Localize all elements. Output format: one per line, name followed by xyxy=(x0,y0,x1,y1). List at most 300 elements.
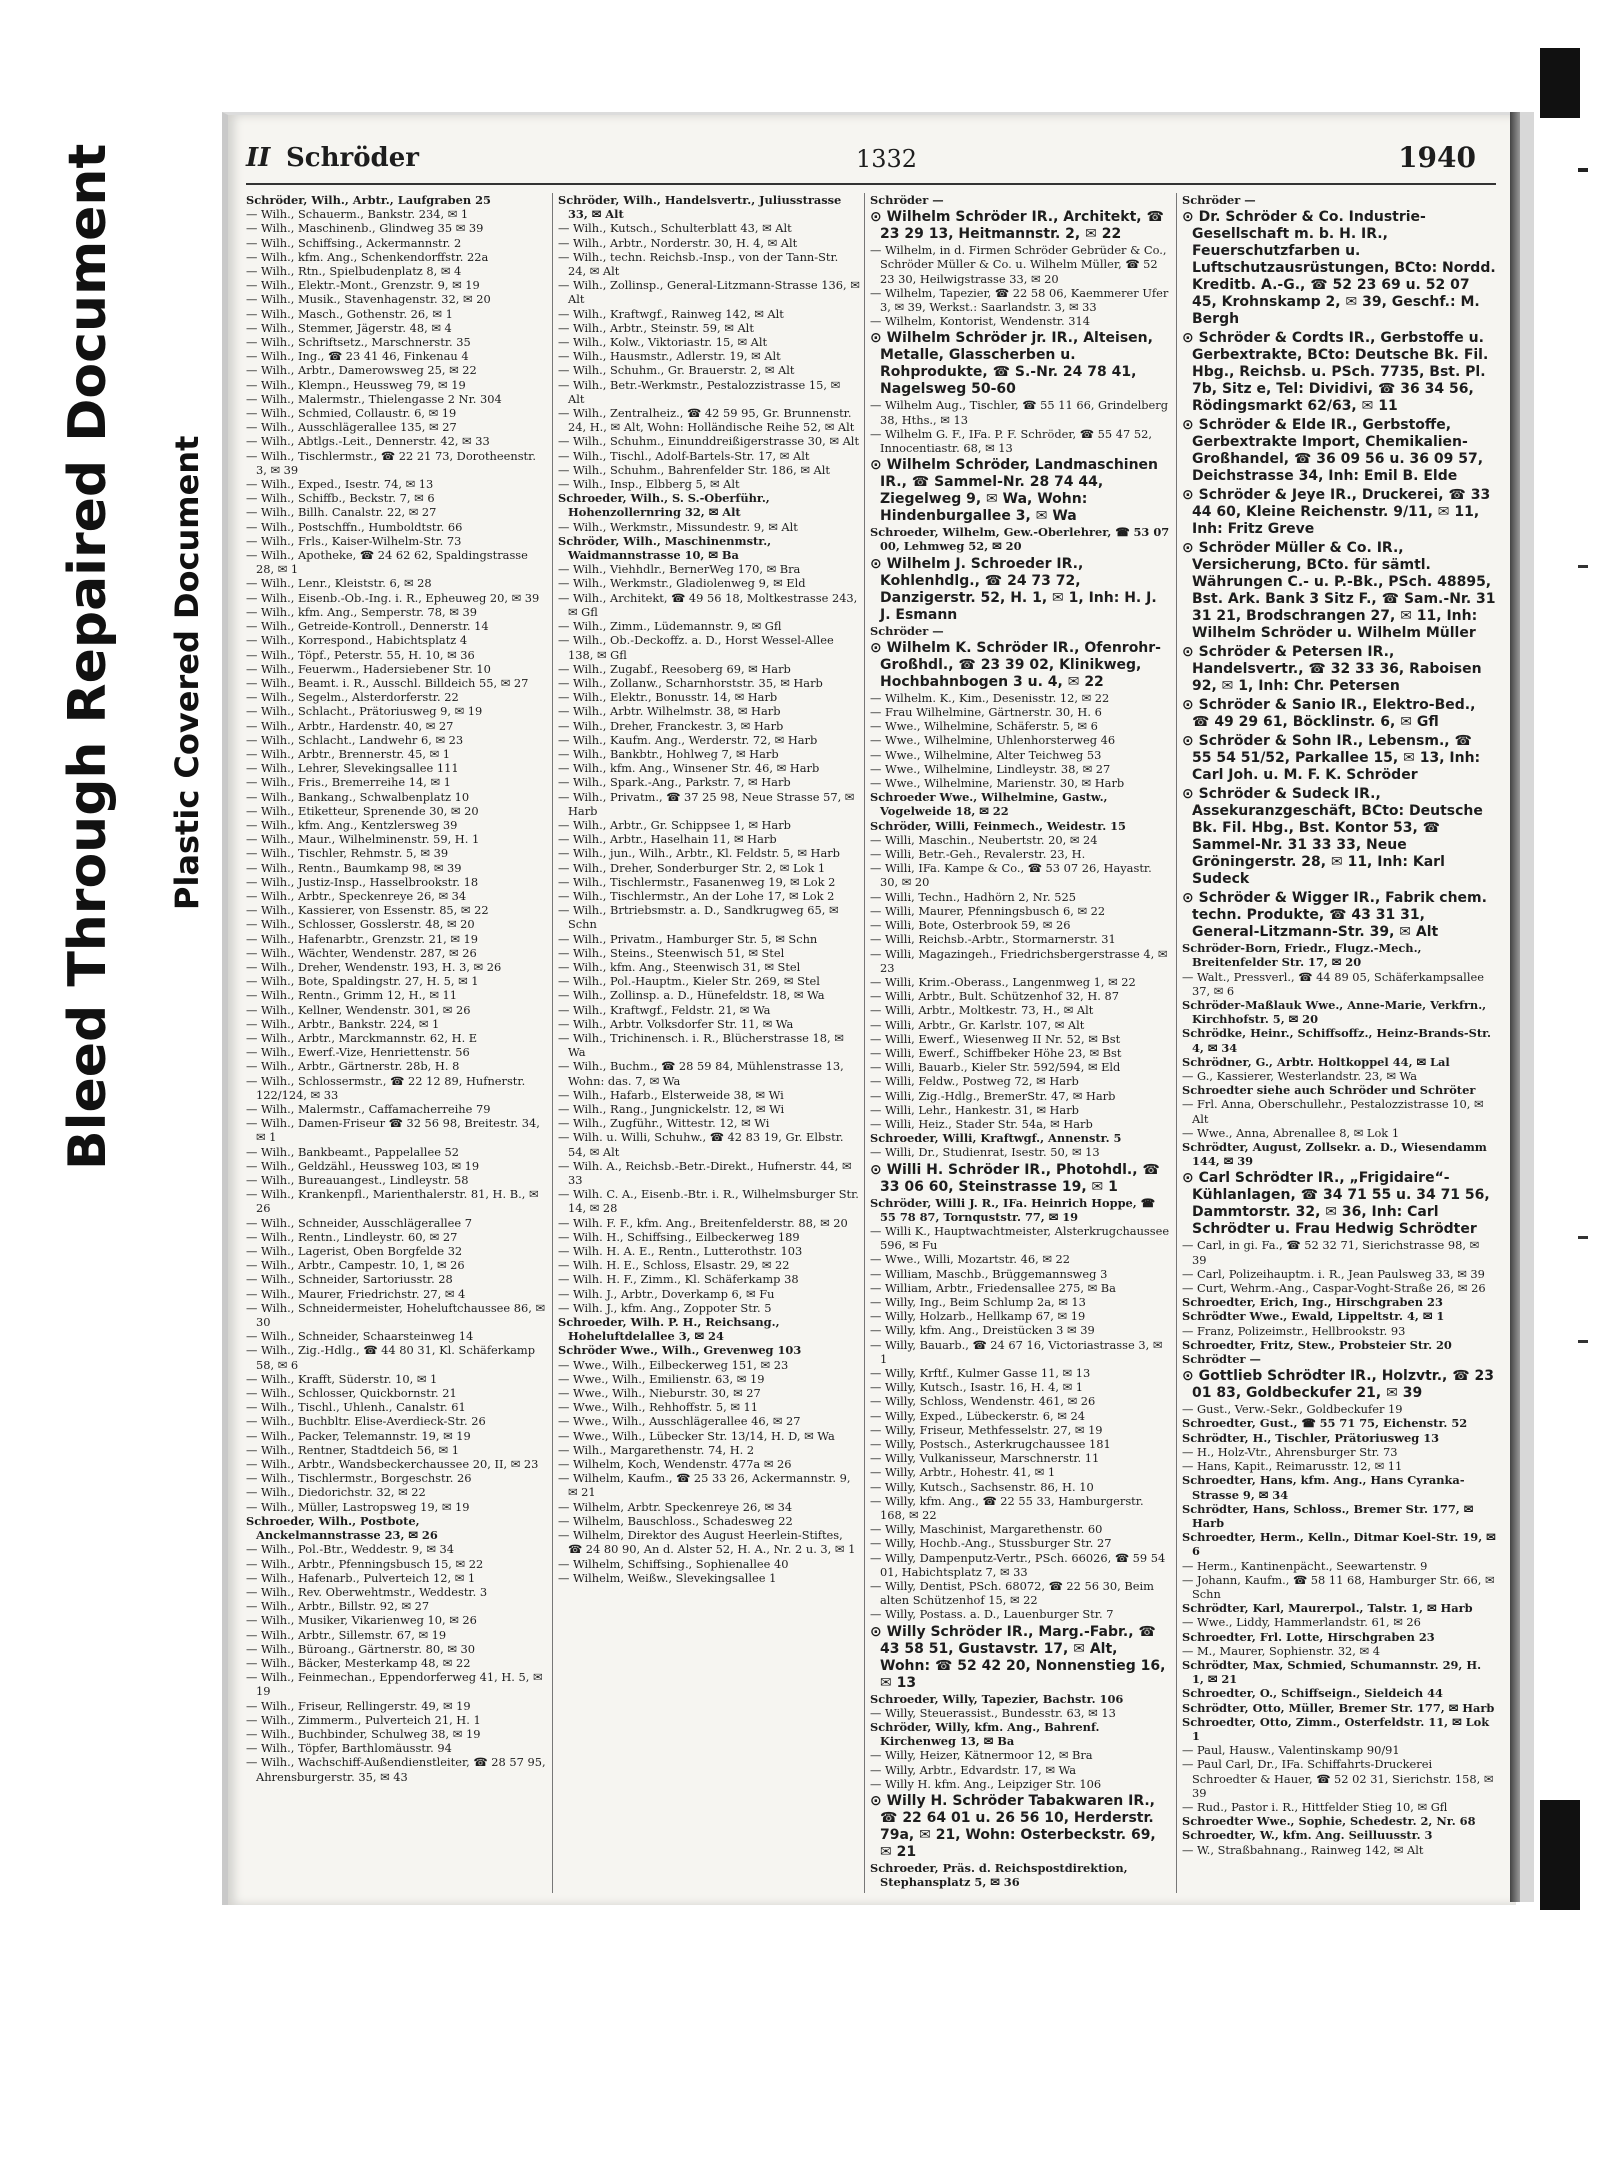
directory-entry: — Willy, Maschinist, Margarethenstr. 60 xyxy=(870,1522,1103,1537)
directory-entry: — Willy, Steuerassist., Bundesstr. 63, ✉ 13 xyxy=(870,1705,1116,1720)
directory-entry: — Wilh., Packer, Telemannstr. 19, ✉ 19 xyxy=(246,1428,471,1443)
directory-entry: — Wwe., Anna, Abrenallee 8, ✉ Lok 1 xyxy=(1182,1125,1400,1140)
directory-entry: — Wilh., Dreher, Sonderburger Str. 2, ✉ Lok 1 xyxy=(558,860,826,875)
directory-entry: — Willi, Ewerf., Wiesenweg II Nr. 52, ✉ Bst xyxy=(870,1031,1121,1046)
directory-entry: — Wilh., Postschffn., Humboldtstr. 66 xyxy=(246,519,463,534)
directory-entry: — Wilh., Krankenpfl., Marienthalerstr. 81, H. B., ✉ 26 xyxy=(246,1187,539,1216)
directory-entry: — Wilh., Zugführ., Wittestr. 12, ✉ Wi xyxy=(558,1116,770,1131)
directory-entry: — Carl, in gi. Fa., ☎ 52 32 71, Sierichstrasse 98, ✉ 39 xyxy=(1182,1238,1480,1267)
directory-entry: — Wilh., kfm. Ang., Winsener Str. 46, ✉ Harb xyxy=(558,761,820,776)
directory-entry: — Wilh. H. F., Zimm., Kl. Schäferkamp 38 xyxy=(558,1272,799,1287)
directory-entry: — Willy, Exped., Lübeckerstr. 6, ✉ 24 xyxy=(870,1408,1085,1423)
directory-entry: Schroedter, Erich, Ing., Hirschgraben 23 xyxy=(1182,1295,1443,1310)
column-1 xyxy=(246,193,548,1893)
directory-entry: — Wilh., Etiketteur, Sprenende 30, ✉ 20 xyxy=(246,803,479,818)
margin-mark xyxy=(1578,565,1588,568)
directory-entry: — Wilh., Schriftsetz., Marschnerstr. 35 xyxy=(246,335,471,350)
directory-entry: — Wilh., kfm. Ang., Semperstr. 78, ✉ 39 xyxy=(246,604,477,619)
directory-entry: — William, Maschb., Brüggemannsweg 3 xyxy=(870,1266,1108,1281)
directory-entry: — Wilh., Schuhm., Bahrenfelder Str. 186, ✉ Alt xyxy=(558,462,830,477)
column-divider xyxy=(1176,193,1177,1893)
directory-entry: — Wilh., Privatm., Hamburger Str. 5, ✉ Schn xyxy=(558,931,818,946)
directory-entry: — Wilh., Bankang., Schwalbenplatz 10 xyxy=(246,789,470,804)
directory-entry: — Wilh., Friseur, Rellingerstr. 49, ✉ 19 xyxy=(246,1698,471,1713)
directory-entry: — Willi, Ewerf., Schiffbeker Höhe 23, ✉ Bst xyxy=(870,1045,1122,1060)
directory-entry: ⊙ Schröder & Jeye IR., Druckerei, ☎ 33 44 60, Kleine Reichenstr. 9/11, ✉ 11, Inh: Fritz Greve xyxy=(1182,487,1491,538)
directory-entry: — Wilh., Schiffsing., Ackermannstr. 2 xyxy=(246,235,462,250)
directory-entry: ⊙ Schröder & Sanio IR., Elektro-Bed., ☎ 49 29 61, Böcklinstr. 6, ✉ Gfl xyxy=(1182,697,1476,731)
directory-entry: — Wilh. J., Arbtr., Doverkamp 6, ✉ Fu xyxy=(558,1286,775,1301)
directory-entry: — Willi, Reichsb.-Arbtr., Stormarnerstr. 31 xyxy=(870,932,1116,947)
directory-entry: — Wwe., Wilh., Lübecker Str. 13/14, H. D, ✉ Wa xyxy=(558,1428,835,1443)
directory-entry: — Wilh., kfm. Ang., Schenkendorffstr. 22a xyxy=(246,249,489,264)
directory-entry: — Willi, Bote, Osterbrook 59, ✉ 26 xyxy=(870,918,1071,933)
directory-entry: — Wilh., Beamt. i. R., Ausschl. Billdeich 55, ✉ 27 xyxy=(246,675,529,690)
directory-entry: — Wilh., Schneider, Sartoriusstr. 28 xyxy=(246,1272,453,1287)
directory-entry: — Wilh., Krafft, Süderstr. 10, ✉ 1 xyxy=(246,1371,438,1386)
directory-entry: — Wilh., Kraftwgf., Rainweg 142, ✉ Alt xyxy=(558,306,784,321)
directory-entry: — Wilh., Frls., Kaiser-Wilhelm-Str. 73 xyxy=(246,533,462,548)
directory-entry: — Wilh., Arbtr., Steinstr. 59, ✉ Alt xyxy=(558,320,754,335)
directory-entry: — Wilh., Schuhm., Gr. Brauerstr. 2, ✉ Alt xyxy=(558,363,795,378)
directory-entry: — Wilh., Bäcker, Mesterkamp 48, ✉ 22 xyxy=(246,1655,471,1670)
directory-entry: — Willy, kfm. Ang., Dreistücken 3 ✉ 39 xyxy=(870,1323,1095,1338)
directory-page xyxy=(222,112,1516,1905)
directory-entry: Schroedter, W., kfm. Ang. Seilluusstr. 3 xyxy=(1182,1828,1433,1843)
directory-entry: ⊙ Schröder & Cordts IR., Gerbstoffe u. Gerbextrakte, BCto: Deutsche Bk. Fil. Hbg., Reichsb. u. PSch. 7735, Bst. Pl. 7b, Sitz e, Tel: Dividivi, ☎ 36 34 56, Rödingsmarkt 62/63, ✉ 11 xyxy=(1182,330,1489,415)
directory-entry: Schröder, Willi, Feinmech., Weidestr. 15 xyxy=(870,818,1126,833)
directory-entry: — Wilh., Zollinsp., General-Litzmann-Strasse 136, ✉ Alt xyxy=(558,278,860,307)
directory-entry: — Wilh., Arbtr., Norderstr. 30, H. 4, ✉ Alt xyxy=(558,235,798,250)
directory-entry: — Wilhelm. K., Kim., Desenisstr. 12, ✉ 22 xyxy=(870,690,1110,705)
directory-entry: — Wilh., Schlacht., Landwehr 6, ✉ 23 xyxy=(246,732,464,747)
directory-entry: — Wilh., techn. Reichsb.-Insp., von der Tann-Str. 24, ✉ Alt xyxy=(558,249,839,279)
directory-entry: — Wilh., Tischl., Uhlenh., Canalstr. 61 xyxy=(246,1400,466,1415)
directory-entry: — Wilh., Kaufm. Ang., Werderstr. 72, ✉ Harb xyxy=(558,732,818,747)
directory-entry: — Willy, kfm. Ang., ☎ 22 55 33, Hamburgerstr. 168, ✉ 22 xyxy=(870,1493,1144,1523)
directory-entry: — Wilh., Zimmerm., Pulverteich 21, H. 1 xyxy=(246,1712,481,1727)
directory-entry: — Wilh., Bote, Spaldingstr. 27, H. 5, ✉ 1 xyxy=(246,974,479,989)
directory-entry: — Willi, Dr., Studienrat, Isestr. 50, ✉ 13 xyxy=(870,1145,1100,1160)
page-edge-shadow xyxy=(1510,112,1520,1902)
directory-entry: Schroeder, Willy, Tapezier, Bachstr. 106 xyxy=(870,1691,1124,1706)
directory-entry: — Wilhelm G. F., IFa. P. F. Schröder, ☎ 55 47 52, Innocentiastr. 68, ✉ 13 xyxy=(870,426,1152,456)
directory-entry: — Wilh., Rtn., Spielbudenplatz 8, ✉ 4 xyxy=(246,264,462,279)
directory-entry: Schroeder, Präs. d. Reichspostdirektion, Stephansplatz 5, ✉ 36 xyxy=(870,1861,1128,1890)
directory-entry: — Wilh., Pol.-Btr., Weddestr. 9, ✉ 34 xyxy=(246,1542,455,1557)
directory-entry: Schroeder, Willi, Kraftwgf., Annenstr. 5 xyxy=(870,1131,1122,1146)
directory-entry: ⊙ Wilhelm Schröder, Landmaschinen IR., ☎ Sammel-Nr. 28 74 44, Ziegelweg 9, ✉ Wa, Wohn: Hindenburgallee 3, ✉ Wa xyxy=(870,457,1159,525)
directory-entry: — Willi, Betr.-Geh., Revalerstr. 23, H. xyxy=(870,847,1086,862)
directory-entry: — Willi, Heiz., Stader Str. 54a, ✉ Harb xyxy=(870,1116,1093,1131)
directory-entry: — Wilh., Klempn., Heussweg 79, ✉ 19 xyxy=(246,377,466,392)
directory-entry: — Willi, Arbtr., Gr. Karlstr. 107, ✉ Alt xyxy=(870,1017,1085,1032)
directory-entry: — Wilh., Arbtr., Billstr. 92, ✉ 27 xyxy=(246,1599,430,1614)
annotation-bleed-through: Bleed Through xyxy=(58,741,118,1170)
directory-entry: — Willy, Postsch., Asterkrugchaussee 181 xyxy=(870,1437,1111,1451)
directory-entry: — Wilh. F. F., kfm. Ang., Breitenfelderstr. 88, ✉ 20 xyxy=(558,1215,848,1230)
directory-entry: — Wilh., Tischl., Adolf-Bartels-Str. 17, ✉ Alt xyxy=(558,448,810,463)
directory-entry: — Wilh., Arbtr., Campestr. 10, 1, ✉ 26 xyxy=(246,1258,465,1273)
directory-entry: — Wilh., Arbtr., Wandsbeckerchaussee 20, II, ✉ 23 xyxy=(246,1457,539,1472)
directory-entry: — Wwe., Wilh., Rehhoffstr. 5, ✉ 11 xyxy=(558,1400,759,1415)
directory-entry: — Wilh., Fris., Bremerreihe 14, ✉ 1 xyxy=(246,775,451,790)
directory-entry: — Wilh., Hausmstr., Adlerstr. 19, ✉ Alt xyxy=(558,349,781,364)
page-header xyxy=(246,139,1496,179)
directory-entry: — Wwe., Liddy, Hammerlandstr. 61, ✉ 26 xyxy=(1182,1615,1421,1630)
directory-entry: — Wilh., Stemmer, Jägerstr. 48, ✉ 4 xyxy=(246,320,452,335)
directory-entry: Schröder — xyxy=(870,193,944,207)
directory-entry: ⊙ Gottlieb Schrödter IR., Holzvtr., ☎ 23 01 83, Goldbeckufer 21, ✉ 39 xyxy=(1182,1368,1495,1402)
directory-entry: — Wilh., Schlossermstr., ☎ 22 12 89, Hufnerstr. 122/124, ✉ 33 xyxy=(246,1073,526,1102)
directory-entry: — Wilh., Arbtr., Gärtnerstr. 28b, H. 8 xyxy=(246,1059,460,1074)
annotation-line-1 xyxy=(58,144,118,1170)
directory-entry: — Wilh., Dreher, Franckestr. 3, ✉ Harb xyxy=(558,718,784,733)
annotation-line-2: Plastic Covered Document xyxy=(168,435,206,910)
directory-entry: — Wilh., Zig.-Hdlg., ☎ 44 80 31, Kl. Schäferkamp 58, ✉ 6 xyxy=(246,1343,536,1372)
directory-entry: — Willy, Bauarb., ☎ 24 67 16, Victoriastrasse 3, ✉ 1 xyxy=(870,1337,1163,1366)
directory-entry: — Wilh., Schlosser, Gosslerstr. 48, ✉ 20 xyxy=(246,917,475,932)
directory-entry: — Wilh., Steins., Steenwisch 51, ✉ Stel xyxy=(558,945,785,960)
directory-entry: — Wilh. J., kfm. Ang., Zoppoter Str. 5 xyxy=(558,1300,772,1315)
directory-entry: — Wilhelm, Koch, Wendenstr. 477a ✉ 26 xyxy=(558,1457,792,1472)
column-4 xyxy=(1182,193,1496,1893)
directory-entry: — Wilh., Ob.-Deckoffz. a. D., Horst Wessel-Allee 138, ✉ Gfl xyxy=(558,633,834,662)
directory-entry: — Wilhelm, Bauschloss., Schadesweg 22 xyxy=(558,1513,793,1528)
directory-entry: Schröder Wwe., Wilh., Grevenweg 103 xyxy=(558,1343,802,1358)
directory-entry: Schrödter, Hans, Schloss., Bremer Str. 177, ✉ Harb xyxy=(1182,1501,1474,1530)
directory-entry: — Wilh., Schuhm., Einunddreißigerstrasse 30, ✉ Alt xyxy=(558,434,860,449)
directory-entry: — Wilh. C. A., Eisenb.-Btr. i. R., Wilhelmsburger Str. 14, ✉ 28 xyxy=(558,1187,859,1216)
directory-entry: — Wilh., Rentn., Grimm 12, H., ✉ 11 xyxy=(246,988,458,1003)
directory-entry: — Rud., Pastor i. R., Hittfelder Stieg 10, ✉ Gfl xyxy=(1182,1799,1448,1814)
directory-entry: — Wilh., Arbtr., Speckenreye 26, ✉ 34 xyxy=(246,888,467,903)
directory-entry: — Wilh., Geldzähl., Heussweg 103, ✉ 19 xyxy=(246,1158,480,1173)
directory-entry: ⊙ Schröder & Sudeck IR., Assekuranzgeschäft, BCto: Deutsche Bk. Fil. Hbg., Bst. Kontor 53, ☎ Sammel-Nr. 31 33 33, Neue Gröningerstr. 28, ✉ 11, Inh: Karl Sudeck xyxy=(1182,786,1483,888)
directory-entry: — Wilh., Bankbeamt., Pappelallee 52 xyxy=(246,1144,460,1159)
directory-entry: — Herm., Kantinenpächt., Seewartenstr. 9 xyxy=(1182,1558,1428,1573)
directory-entry: — Wilh., Abtlgs.-Leit., Dennerstr. 42, ✉ 33 xyxy=(246,434,490,449)
directory-entry: — Wilh., Hafenarbtr., Grenzstr. 21, ✉ 19 xyxy=(246,931,479,946)
directory-entry: — Wilh., Rentn., Lindleystr. 60, ✉ 27 xyxy=(246,1229,458,1244)
directory-entry: — Wilh., Wachschiff-Außendienstleiter, ☎ 28 57 95, Ahrensburgerstr. 35, ✉ 43 xyxy=(246,1755,546,1784)
directory-entry: ⊙ Wilhelm K. Schröder IR., Ofenrohr-Großhdl., ☎ 23 39 02, Klinikweg, Hochbahnbogen 3 u. 4, ✉ 22 xyxy=(870,639,1161,690)
directory-entry: Schroedter Wwe., Sophie, Schedestr. 2, Nr. 68 xyxy=(1182,1814,1476,1829)
scan-annotation xyxy=(58,143,218,1170)
directory-entry: Schrödter — xyxy=(1182,1352,1261,1367)
directory-entry: — Wilh. H. A. E., Rentn., Lutterothstr. 103 xyxy=(558,1244,803,1259)
binding-strip xyxy=(1520,112,1534,1902)
directory-entry: — Willy, Vulkanisseur, Marschnerstr. 11 xyxy=(870,1451,1100,1466)
directory-entry: — Wilh., Schlacht., Prätoriusweg 9, ✉ 19 xyxy=(246,704,483,719)
directory-entry: — Wilh., Rang., Jungnickelstr. 12, ✉ Wi xyxy=(558,1102,785,1116)
directory-entry: — Wilh. A., Reichsb.-Betr.-Direkt., Hufnerstr. 44, ✉ 33 xyxy=(558,1158,852,1188)
directory-entry: — Curt, Wehrm.-Ang., Caspar-Voght-Straße 26, ✉ 26 xyxy=(1182,1281,1486,1296)
directory-entry: — Wilh., Maur., Wilhelminenstr. 59, H. 1 xyxy=(246,832,480,847)
directory-entry: — Wilh., Zentralheiz., ☎ 42 59 95, Gr. Brunnenstr. 24, H., ✉ Alt, Wohn: Holländische Reihe 52, ✉ Alt xyxy=(558,406,855,435)
directory-entry: — Wilhelm, Arbtr. Speckenreye 26, ✉ 34 xyxy=(558,1499,793,1514)
directory-entry: ⊙ Schröder & Sohn IR., Lebensm., ☎ 55 54 51/52, Parkallee 15, ✉ 13, Inh: Carl Joh. u. M. F. K. Schröder xyxy=(1182,733,1481,784)
directory-entry: — Wilh., Arbtr., Hardenstr. 40, ✉ 27 xyxy=(246,718,454,733)
directory-entry: — Willy, Krftf., Kulmer Gasse 11, ✉ 13 xyxy=(870,1365,1091,1380)
directory-entry: — Wilh., Arbtr., Pfenningsbusch 15, ✉ 22 xyxy=(246,1556,484,1571)
directory-entry: — Willi, Techn., Hadhörn 2, Nr. 525 xyxy=(870,889,1076,904)
directory-entry: — Wilh., Arbtr., Haselhain 11, ✉ Harb xyxy=(558,832,777,847)
directory-entry: — Willy, Kutsch., Isastr. 16, H. 4, ✉ 1 xyxy=(870,1380,1084,1395)
directory-entry: ⊙ Schröder & Wigger IR., Fabrik chem. techn. Produkte, ☎ 43 31 31, General-Litzmann-Str. 39, ✉ Alt xyxy=(1182,890,1487,941)
directory-entry: — Wilh., Exped., Isestr. 74, ✉ 13 xyxy=(246,477,434,492)
directory-entry: — Wilh., Werkmstr., Gladiolenweg 9, ✉ Eld xyxy=(558,576,806,591)
margin-mark xyxy=(1578,1340,1588,1343)
directory-entry: — Wilh., Müller, Lastropsweg 19, ✉ 19 xyxy=(246,1499,470,1514)
scan-border-mark-bottom xyxy=(1540,1800,1580,1910)
directory-entry: — Willi, Arbtr., Moltkestr. 73, H., ✉ Alt xyxy=(870,1003,1094,1018)
directory-entry: — Wilh., Eisenb.-Ob.-Ing. i. R., Epheuweg 20, ✉ 39 xyxy=(246,590,540,605)
directory-entry: — Wilh., Zollinsp. a. D., Hünefeldstr. 18, ✉ Wa xyxy=(558,988,825,1003)
directory-entry: — Wilh., Tischlermstr., Fasanenweg 19, ✉ Lok 2 xyxy=(558,874,836,889)
directory-entry: — Wwe., Wilhelmine, Uhlenhorsterweg 46 xyxy=(870,733,1116,748)
directory-entry: — Wilh., Pol.-Hauptm., Kieler Str. 269, ✉ Stel xyxy=(558,974,820,989)
directory-entry: — Wilh., Billh. Canalstr. 22, ✉ 27 xyxy=(246,505,437,520)
directory-entry: — Wilh., Tischlermstr., Borgeschstr. 26 xyxy=(246,1471,472,1486)
directory-entry: — Wilh., Arbtr., Brennerstr. 45, ✉ 1 xyxy=(246,746,451,761)
directory-entry: — Wilh., Töpf., Peterstr. 55, H. 10, ✉ 36 xyxy=(246,647,475,662)
directory-entry: — Wilh., Elektr.-Mont., Grenzstr. 9, ✉ 19 xyxy=(246,278,480,293)
directory-entry: ⊙ Wilhelm Schröder IR., Architekt, ☎ 23 29 13, Heitmannstr. 2, ✉ 22 xyxy=(870,209,1164,243)
directory-entry: — Wilh., Rentn., Baumkamp 98, ✉ 39 xyxy=(246,860,462,875)
column-divider xyxy=(864,193,865,1893)
directory-entry: — G., Kassierer, Westerlandstr. 23, ✉ Wa xyxy=(1182,1069,1418,1084)
directory-entry: — Wilh., Tischlermstr., An der Lohe 17, ✉ Lok 2 xyxy=(558,888,835,903)
directory-entry: — Wilh., Kolw., Viktoriastr. 15, ✉ Alt xyxy=(558,335,768,350)
directory-entry: — Wilh., Ing., ☎ 23 41 46, Finkenau 4 xyxy=(246,349,469,364)
directory-entry: — Wilh., Maurer, Friedrichstr. 27, ✉ 4 xyxy=(246,1286,466,1301)
page-number: 1332 xyxy=(856,145,918,173)
column-divider xyxy=(552,193,553,1893)
directory-entry: — Wwe., Wilhelmine, Alter Teichweg 53 xyxy=(870,747,1102,762)
directory-entry: — Wilh., Schlosser, Quickbornstr. 21 xyxy=(246,1386,457,1401)
directory-entry: — Wilh., Diedorichstr. 32, ✉ 22 xyxy=(246,1485,426,1500)
directory-entry: ⊙ Carl Schrödter IR., „Frigidaire“-Kühlanlagen, ☎ 34 71 55 u. 34 71 56, Dammtorstr. 32, ✉ 36, Inh: Carl Schrödter u. Frau Hedwig Schrödter xyxy=(1182,1170,1490,1238)
directory-entry: — Willi, Lehr., Hankestr. 31, ✉ Harb xyxy=(870,1102,1079,1117)
directory-entry: — Walt., Pressverl., ☎ 44 89 05, Schäferkampsallee 37, ✉ 6 xyxy=(1182,969,1484,998)
directory-entry: — Wilh., Rentner, Stadtdeich 56, ✉ 1 xyxy=(246,1442,459,1457)
directory-entry: — Wilh., Brtriebsmstr. a. D., Sandkrugweg 65, ✉ Schn xyxy=(558,903,839,932)
directory-entry: Schrödter, Otto, Müller, Bremer Str. 177, ✉ Harb xyxy=(1182,1700,1495,1715)
directory-entry: — Willi, IFa. Kampe & Co., ☎ 53 07 26, Hayastr. 30, ✉ 20 xyxy=(870,861,1152,890)
directory-entry: — Wwe., Wilh., Eilbeckerweg 151, ✉ 23 xyxy=(558,1357,789,1372)
directory-entry: — Willy, Friseur, Methfesselstr. 27, ✉ 19 xyxy=(870,1422,1103,1437)
directory-entry: Schroedter, Fritz, Stew., Probsteier Str. 20 xyxy=(1182,1337,1452,1352)
directory-entry: — Wilh., Zollanw., Scharnhorststr. 35, ✉ Harb xyxy=(558,675,823,690)
directory-entry: — Willi, Bauarb., Kieler Str. 592/594, ✉ Eld xyxy=(870,1060,1121,1075)
scan-border-mark-top xyxy=(1540,48,1580,118)
directory-entry: — Willy H. kfm. Ang., Leipziger Str. 106 xyxy=(870,1776,1102,1791)
directory-entry: — Wwe., Wilhelmine, Marienstr. 30, ✉ Harb xyxy=(870,776,1125,791)
directory-entry: — Wilh., Rev. Oberwehtmstr., Weddestr. 3 xyxy=(246,1584,488,1599)
directory-entry: — Wilh., Musiker, Vikarienweg 10, ✉ 26 xyxy=(246,1613,477,1628)
directory-entry: — Wilh., Hafarb., Elsterweide 38, ✉ Wi xyxy=(558,1087,784,1102)
directory-entry: — Willy, Ing., Beim Schlump 2a, ✉ 13 xyxy=(870,1294,1086,1309)
directory-entry: — Willi, Arbtr., Bult. Schützenhof 32, H. 87 xyxy=(870,989,1120,1004)
directory-entry: — Wilh., Getreide-Kontroll., Dennerstr. 14 xyxy=(246,619,489,634)
directory-entry: — Wilh., Arbtr. Volksdorfer Str. 11, ✉ Wa xyxy=(558,1016,794,1031)
directory-entry: — Wilh., Architekt, ☎ 49 56 18, Moltkestrasse 243, ✉ Gfl xyxy=(558,590,858,619)
directory-entry: — Gust., Verw.-Sekr., Goldbeckufer 19 xyxy=(1182,1402,1403,1417)
directory-entry: — Wilh., Arbtr., Marckmannstr. 62, H. E xyxy=(246,1030,478,1045)
directory-entry: — Wilhelm, Kaufm., ☎ 25 33 26, Ackermannstr. 9, ✉ 21 xyxy=(558,1471,851,1500)
directory-entry: — Paul, Hausw., Valentinskamp 90/91 xyxy=(1182,1743,1400,1758)
directory-entry: — Wilh., Buchbltr. Elise-Averdieck-Str. 26 xyxy=(246,1414,486,1429)
directory-entry: — Wwe., Wilh., Emilienstr. 63, ✉ 19 xyxy=(558,1371,765,1386)
directory-entry: — Wilh., Feinmechan., Eppendorferweg 41, H. 5, ✉ 19 xyxy=(246,1670,543,1699)
column-3 xyxy=(870,193,1172,1893)
directory-entry: — Willi, Krim.-Oberass., Langenmweg 1, ✉ 22 xyxy=(870,974,1136,989)
directory-entry: — Wilh., Masch., Gothenstr. 26, ✉ 1 xyxy=(246,306,453,321)
directory-entry: — Wwe., Willi, Mozartstr. 46, ✉ 22 xyxy=(870,1252,1070,1267)
directory-entry: — Wilh., Schneider, Schaarsteinweg 14 xyxy=(246,1329,474,1344)
directory-entry: — Wilh., Kraftwgf., Feldstr. 21, ✉ Wa xyxy=(558,1002,771,1017)
directory-entry: — Willy, Heizer, Kätnermoor 12, ✉ Bra xyxy=(870,1748,1093,1763)
directory-entry: Schrödter, Max, Schmied, Schumannstr. 29, H. 1, ✉ 21 xyxy=(1182,1657,1482,1687)
directory-entry: — Wilh., Wächter, Wendenstr. 287, ✉ 26 xyxy=(246,945,477,960)
directory-entry: — M., Maurer, Sophienstr. 32, ✉ 4 xyxy=(1182,1643,1380,1658)
directory-entry: — Wilhelm, Weißw., Slevekingsallee 1 xyxy=(558,1570,777,1585)
edition-year: 1940 xyxy=(1398,141,1476,174)
directory-entry: — Frau Wilhelmine, Gärtnerstr. 30, H. 6 xyxy=(870,705,1102,720)
header-rule xyxy=(246,183,1496,185)
directory-entry: — Wilh., Tischlermstr., ☎ 22 21 73, Dorotheenstr. 3, ✉ 39 xyxy=(246,448,536,477)
directory-entry: Schroeder Wwe., Wilhelmine, Gastw., Vogelweide 18, ✉ 22 xyxy=(870,790,1108,819)
directory-entry: — Wilh., Arbtr. Wilhelmstr. 38, ✉ Harb xyxy=(558,704,781,719)
directory-entry: — Wilh., Damen-Friseur ☎ 32 56 98, Breitestr. 34, ✉ 1 xyxy=(246,1116,540,1145)
directory-entry: Schroeder, Wilh. P. H., Reichsang., Hoheluftdelallee 3, ✉ 24 xyxy=(558,1315,780,1344)
directory-columns xyxy=(246,193,1496,1893)
directory-entry: — Willy, Hochb.-Ang., Stussburger Str. 27 xyxy=(870,1536,1112,1551)
directory-entry: Schröder, Willi J. R., IFa. Heinrich Hoppe, ☎ 55 78 87, Tornquststr. 77, ✉ 19 xyxy=(870,1195,1155,1224)
directory-entry: Schroedter siehe auch Schröder und Schröter xyxy=(1182,1083,1476,1098)
directory-entry: — Wilh. H. E., Schloss, Elsastr. 29, ✉ 22 xyxy=(558,1258,790,1273)
directory-entry: — Wilh., Apotheke, ☎ 24 62 62, Spaldingstrasse 28, ✉ 1 xyxy=(246,548,528,577)
directory-entry: — Wilh., Musik., Stavenhagenstr. 32, ✉ 20 xyxy=(246,292,491,307)
directory-entry: — Wilh., Bankbtr., Hohlweg 7, ✉ Harb xyxy=(558,746,779,761)
directory-entry: — Wilh., kfm. Ang., Steenwisch 31, ✉ Stel xyxy=(558,959,801,974)
directory-entry: — Wilh., Schauerm., Bankstr. 234, ✉ 1 xyxy=(246,207,469,222)
directory-entry: Schröder, Wilh., Maschinenmstr., Waidmannstrasse 10, ✉ Ba xyxy=(558,533,772,563)
directory-entry: — Wwe., Wilh., Nieburstr. 30, ✉ 27 xyxy=(558,1386,761,1401)
directory-entry: — Wilh., Privatm., ☎ 37 25 98, Neue Strasse 57, ✉ Harb xyxy=(558,789,855,818)
directory-entry: Schrödter, Karl, Maurerpol., Talstr. 1, ✉ Harb xyxy=(1182,1601,1473,1616)
directory-entry: — Wilhelm, in d. Firmen Schröder Gebrüder & Co., Schröder Müller & Co. u. Wilhelm Müller, ☎ 52 23 30, Heilwigstrasse 33, ✉ 20 xyxy=(870,243,1167,286)
directory-entry: — Wwe., Wilhelmine, Schäferstr. 5, ✉ 6 xyxy=(870,719,1098,734)
directory-entry: ⊙ Wilhelm Schröder jr. IR., Alteisen, Metalle, Glasscherben u. Rohprodukte, ☎ S.-Nr. 24 78 41, Nagelsweg 50-60 xyxy=(870,330,1153,398)
directory-entry: — Wilh., Maschinenb., Glindweg 35 ✉ 39 xyxy=(246,221,484,236)
annotation-repaired: Repaired Document xyxy=(58,143,118,724)
directory-entry: — Willi, Maurer, Pfenningsbusch 6, ✉ 22 xyxy=(870,903,1106,918)
directory-entry: ⊙ Willy H. Schröder Tabakwaren IR., ☎ 22 64 01 u. 26 56 10, Herderstr. 79a, ✉ 21, Wohn: Osterbeckstr. 69, ✉ 21 xyxy=(870,1793,1156,1861)
directory-entry: — Wilh., Kassierer, von Essenstr. 85, ✉ 22 xyxy=(246,903,489,918)
directory-entry: Schroedter, Gust., ☎ 55 71 75, Eichenstr. 52 xyxy=(1182,1416,1468,1431)
directory-entry: — Wilh., Lehrer, Slevekingsallee 111 xyxy=(246,761,459,776)
directory-entry: — Willy, Kutsch., Sachsenstr. 86, H. 10 xyxy=(870,1479,1094,1494)
directory-entry: — Wilh., Lagerist, Oben Borgfelde 32 xyxy=(246,1244,463,1259)
directory-entry: — Willy, Dentist, PSch. 68072, ☎ 22 56 30, Beim alten Schützenhof 15, ✉ 22 xyxy=(870,1579,1154,1608)
directory-entry: — Willy, Holzarb., Hellkamp 67, ✉ 19 xyxy=(870,1309,1086,1324)
directory-entry: — Wilh., Büroang., Gärtnerstr. 80, ✉ 30 xyxy=(246,1641,475,1656)
directory-entry: — Wilh., Zugabf., Reesoberg 69, ✉ Harb xyxy=(558,661,791,676)
directory-entry: — Wilh., Buchbinder, Schulweg 38, ✉ 19 xyxy=(246,1726,481,1741)
margin-mark xyxy=(1578,168,1588,172)
directory-entry: — Wilh., Elektr., Bonusstr. 14, ✉ Harb xyxy=(558,690,778,705)
directory-entry: Schröder — xyxy=(870,623,944,638)
directory-entry: — Wilhelm, Tapezier, ☎ 22 58 06, Kaemmerer Ufer 3, ✉ 39, Werkst.: Saarlandstr. 3, ✉ 33 xyxy=(870,285,1169,315)
header-surname: Schröder xyxy=(286,143,419,173)
directory-entry: — Wilh., Kutsch., Schulterblatt 43, ✉ Alt xyxy=(558,221,792,236)
directory-entry: ⊙ Dr. Schröder & Co. Industrie-Gesellschaft m. b. H. IR., Feuerschutzfarben u. Luftschutzausrüstungen, BCto: Nordd. Kreditb. A.-G., ☎ 52 23 69 u. 52 07 45, Krohnskamp 2, ✉ 39, Geschf.: M. Bergh xyxy=(1182,209,1496,328)
directory-entry: — Wilhelm, Direktor des August Heerlein-Stiftes, ☎ 24 80 90, An d. Alster 52, H. A., Nr. 2 u. 3, ✉ 1 xyxy=(558,1528,856,1557)
directory-entry: — Wilh., Margarethenstr. 74, H. 2 xyxy=(558,1442,755,1457)
directory-entry: — Willy, Arbtr., Edvardstr. 17, ✉ Wa xyxy=(870,1762,1077,1777)
directory-entry: — Wilhelm, Kontorist, Wendenstr. 314 xyxy=(870,314,1090,329)
directory-entry: Schroeder, Wilhelm, Gew.-Oberlehrer, ☎ 53 07 00, Lehmweg 52, ✉ 20 xyxy=(870,525,1170,554)
directory-entry: — Wilh., Dreher, Wendenstr. 193, H. 3, ✉ 26 xyxy=(246,959,502,974)
directory-entry: — Wilh., Töpfer, Barthlomäusstr. 94 xyxy=(246,1741,452,1756)
directory-entry: Schroedter, Frl. Lotte, Hirschgraben 23 xyxy=(1182,1629,1435,1644)
directory-entry: — Carl, Polizeihauptm. i. R., Jean Paulsweg 33, ✉ 39 xyxy=(1182,1266,1485,1281)
directory-entry: — Wilh., Hafenarb., Pulverteich 12, ✉ 1 xyxy=(246,1570,476,1585)
column-2 xyxy=(558,193,860,1893)
directory-entry: ⊙ Schröder Müller & Co. IR., Versicherung, BCto. für sämtl. Währungen C.- u. P.-Bk., PSch. 48895, Bst. Ark. Bank 3 Sitz F., ☎ Sam.-Nr. 31 31 21, Brodschrangen 27, ✉ 11, Inh: Wilhelm Schröder u. Wilhelm Müller xyxy=(1182,540,1496,642)
directory-entry: — H., Holz-Vtr., Ahrensburger Str. 73 xyxy=(1182,1444,1398,1459)
directory-entry: Schrödter, H., Tischler, Prätoriusweg 13 xyxy=(1182,1430,1440,1445)
directory-entry: — William, Arbtr., Friedensallee 275, ✉ Ba xyxy=(870,1280,1116,1295)
directory-entry: — Wilh., Trichinensch. i. R., Blücherstrasse 18, ✉ Wa xyxy=(558,1030,844,1060)
directory-entry: Schröder, Wilh., Arbtr., Laufgraben 25 xyxy=(246,193,491,207)
directory-entry: Schröder — xyxy=(1182,193,1256,207)
directory-entry: Schrödke, Heinr., Schiffsoffz., Heinz-Brands-Str. 4, ✉ 34 xyxy=(1182,1026,1492,1055)
directory-entry: ⊙ Schröder & Petersen IR., Handelsvertr., ☎ 32 33 36, Raboisen 92, ✉ 1, Inh: Chr. Petersen xyxy=(1182,644,1482,695)
directory-entry: Schroedter, Hans, kfm. Ang., Hans Cyranka-Strasse 9, ✉ 34 xyxy=(1182,1473,1465,1502)
directory-entry: ⊙ Schröder & Elde IR., Gerbstoffe, Gerbextrakte Import, Chemikalien-Großhandel, ☎ 36 09 56 u. 36 09 57, Deichstrasse 34, Inh: Emil B. Elde xyxy=(1182,417,1484,485)
directory-entry: ⊙ Willi H. Schröder IR., Photohdl., ☎ 33 06 60, Steinstrasse 19, ✉ 1 xyxy=(870,1161,1160,1195)
directory-entry: — Wilh., jun., Wilh., Arbtr., Kl. Feldstr. 5, ✉ Harb xyxy=(558,846,840,861)
directory-entry: Schroedter, O., Schiffseign., Sieldeich 44 xyxy=(1182,1686,1443,1701)
directory-entry: Schröder, Willy, kfm. Ang., Bahrenf. Kirchenweg 13, ✉ Ba xyxy=(870,1720,1100,1749)
directory-entry: Schroeder, Wilh., Postbote, Anckelmannstrasse 23, ✉ 26 xyxy=(246,1513,438,1543)
directory-entry: — Wilh., Schmied, Collaustr. 6, ✉ 19 xyxy=(246,406,457,421)
directory-entry: — Wwe., Wilh., Ausschlägerallee 46, ✉ 27 xyxy=(558,1414,801,1429)
directory-entry: — Wilh., Viehhdlr., BernerWeg 170, ✉ Bra xyxy=(558,562,801,577)
directory-entry: Schroedter, Herm., Kelln., Ditmar Koel-Str. 19, ✉ 6 xyxy=(1182,1530,1496,1559)
directory-entry: — Willy, Arbtr., Hohestr. 41, ✉ 1 xyxy=(870,1465,1056,1480)
directory-entry: — Willy, Postass. a. D., Lauenburger Str. 7 xyxy=(870,1607,1114,1622)
directory-entry: — Wilh., Insp., Elbberg 5, ✉ Alt xyxy=(558,477,740,492)
directory-entry: — Wilh., Justiz-Insp., Hasselbrookstr. 18 xyxy=(246,874,479,889)
directory-entry: — Wilh., Zimm., Lüdemannstr. 9, ✉ Gfl xyxy=(558,619,782,634)
directory-entry: — Wilh., Arbtr., Sillemstr. 67, ✉ 19 xyxy=(246,1627,447,1642)
directory-entry: — Wilh., Betr.-Werkmstr., Pestalozzistrasse 15, ✉ Alt xyxy=(558,377,841,406)
directory-entry: — Wilh., Schneider, Ausschlägerallee 7 xyxy=(246,1215,473,1230)
directory-entry: — Willy, Schloss, Wendenstr. 461, ✉ 26 xyxy=(870,1394,1096,1409)
directory-entry: — Wilh., Feuerwm., Hadersiebener Str. 10 xyxy=(246,661,491,676)
directory-entry: — Wilh. H., Schiffsing., Eilbeckerweg 189 xyxy=(558,1229,800,1244)
directory-entry: Schröder, Wilh., Handelsvertr., Juliusstrasse 33, ✉ Alt xyxy=(558,193,842,222)
directory-entry: — Wilh., Segelm., Alsterdorferstr. 22 xyxy=(246,690,459,705)
directory-entry: — Willi, Feldw., Postweg 72, ✉ Harb xyxy=(870,1074,1079,1089)
directory-entry: ⊙ Willy Schröder IR., Marg.-Fabr., ☎ 43 58 51, Gustavstr. 17, ✉ Alt, Wohn: ☎ 52 42 20, Nonnenstieg 16, ✉ 13 xyxy=(870,1623,1166,1691)
directory-entry: — Wilh., Arbtr., Bankstr. 224, ✉ 1 xyxy=(246,1016,440,1031)
directory-entry: — Wilh., Ewerf.-Vize, Henriettenstr. 56 xyxy=(246,1045,470,1060)
